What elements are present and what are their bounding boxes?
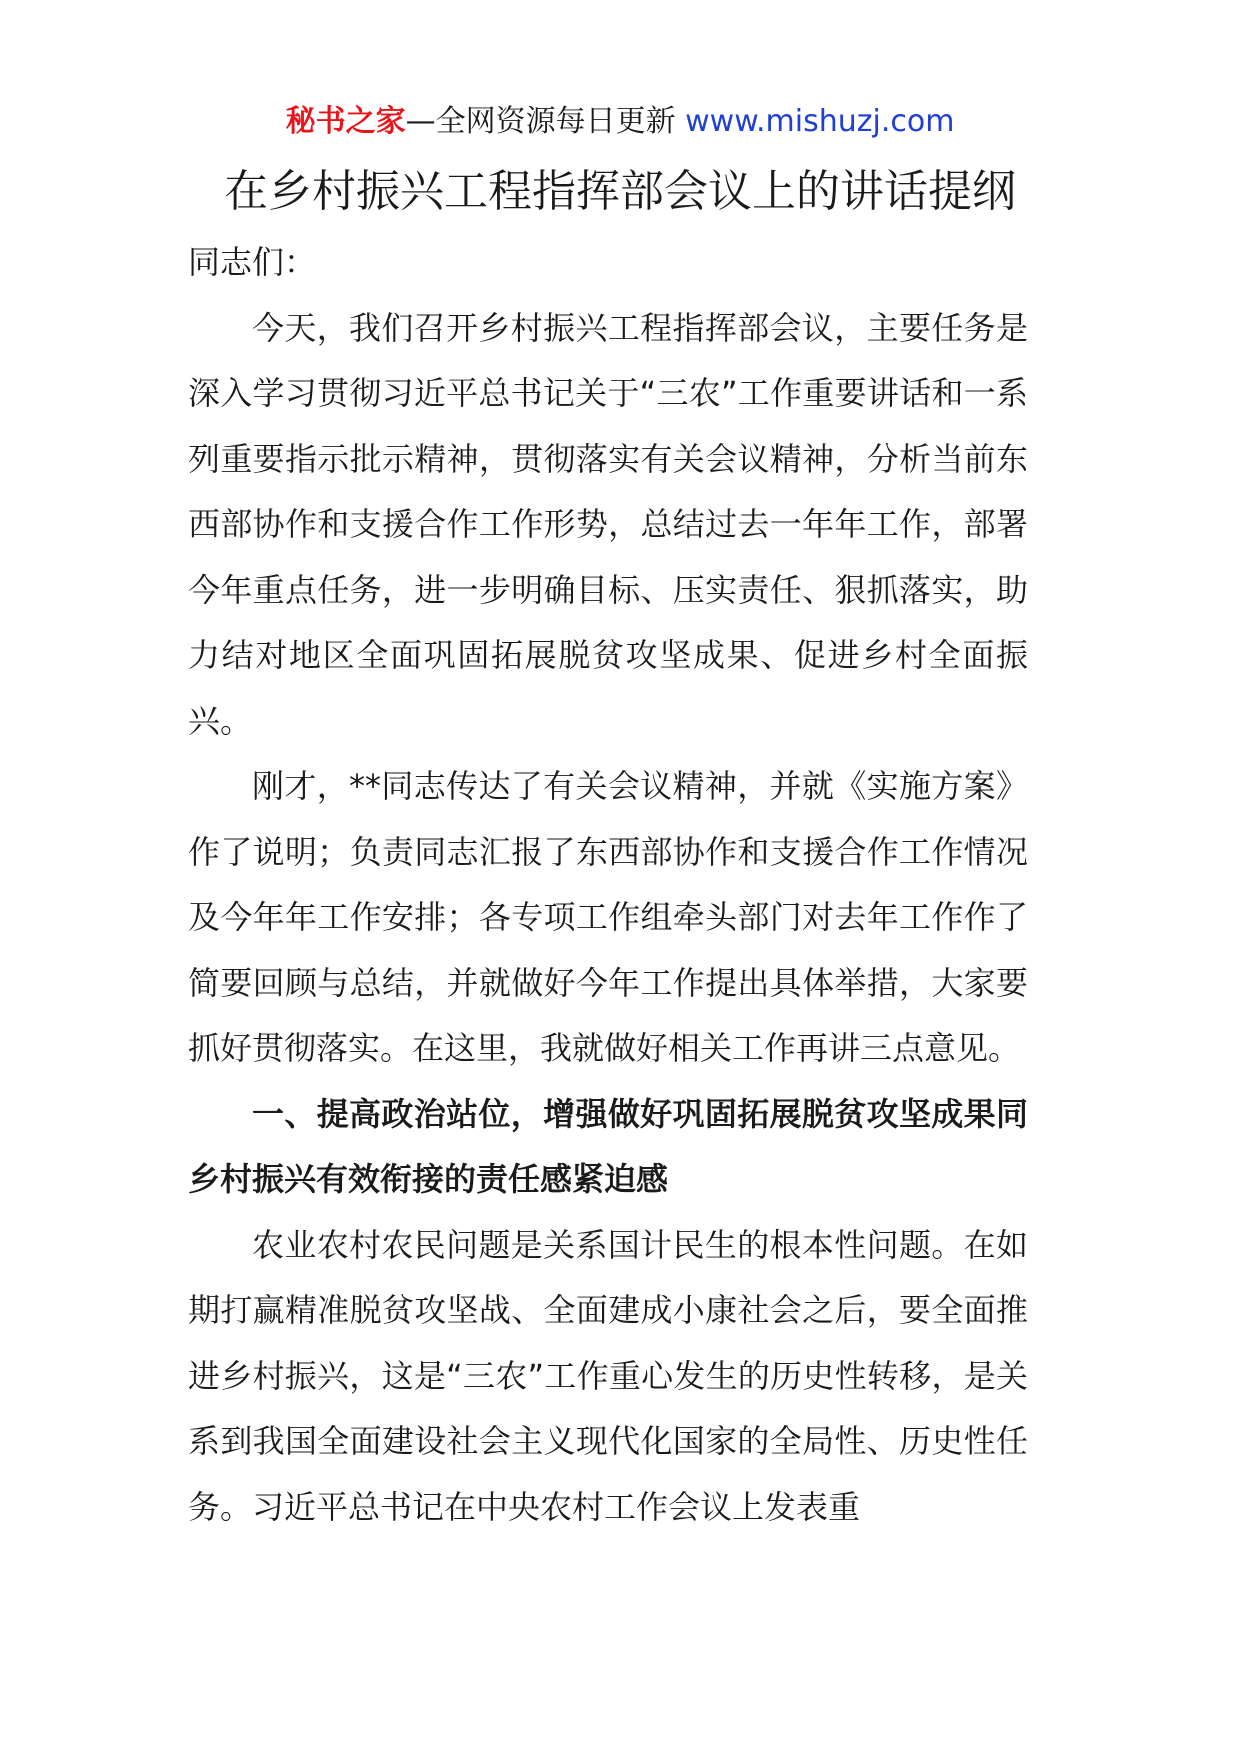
- paragraph: 今天，我们召开乡村振兴工程指挥部会议，主要任务是深入学习贯彻习近平总书记关于“三农”工作重要讲话和一系列重要指示批示精神，贯彻落实有关会议精神，分析当前东西部协作和支援合作工作形势，总结过去一年年工作，部署今年重点任务，进一步明确目标、压实责任、狠抓落实，助力结对地区全面巩固拓展脱贫攻坚成果、促进乡村全面振兴。: [188, 308, 1028, 740]
- site-url-link[interactable]: www.mishuzj.com: [685, 104, 955, 139]
- site-slogan: —全网资源每日更新: [405, 104, 686, 139]
- site-header: [0, 100, 1240, 144]
- section-heading: 一、提高政治站位，增强做好巩固拓展脱贫攻坚成果同乡村振兴有效衔接的责任感紧迫感: [188, 1094, 1028, 1198]
- paragraph: 农业农村农民问题是关系国计民生的根本性问题。在如期打赢精准脱贫攻坚战、全面建成小康社会之后，要全面推进乡村振兴，这是“三农”工作重心发生的历史性转移，是关系到我国全面建设社会主义现代化国家的全局性、历史性任务。习近平总书记在中央农村工作会议上发表重: [188, 1225, 1028, 1526]
- document-title: 在乡村振兴工程指挥部会议上的讲话提纲: [224, 166, 1016, 217]
- salutation: 同志们：: [188, 243, 317, 281]
- document-body: [188, 230, 1028, 1540]
- paragraph: 刚才，**同志传达了有关会议精神，并就《实施方案》作了说明；负责同志汇报了东西部协作和支援合作工作情况及今年年工作安排；各专项工作组牵头部门对去年工作作了简要回顾与总结，并就做好今年工作提出具体举措，大家要抓好贯彻落实。在这里，我就做好相关工作再讲三点意见。: [188, 767, 1028, 1067]
- site-brand: 秘书之家: [285, 104, 406, 139]
